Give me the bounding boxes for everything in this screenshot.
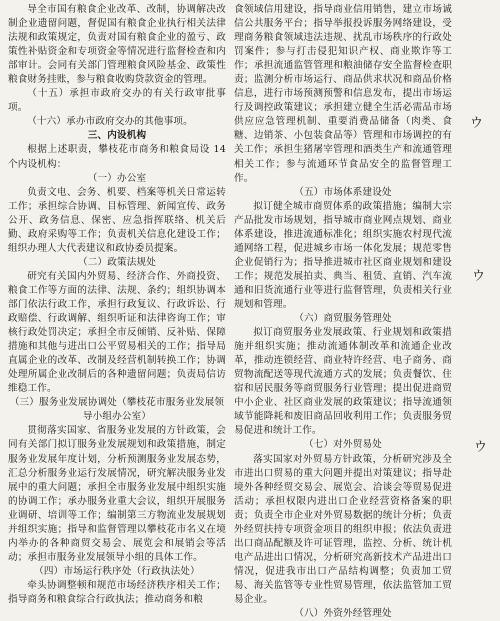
paragraph: 牵头协调整顿和规范市场经济秩序相关工作；指导商务和粮食综合行政执法；推动商务和粮 xyxy=(8,579,226,605)
paragraph: 落实国家对外贸易方针政策，分析研究涉及全市进出口贸易的重大问题并提出对策建议；指导赴境外各种经贸交易会、展览会、洽谈会等贸易促进活动；承担权限内进出口企业经营资格备案的职责；负责全市企业对外贸易数据的统计分析；负责外经贸扶持专项资金项目的组织申报；依法负责进出口商品配额及许可证管理，监控、分析、统计机电产品进出口情况，分析研究高新技术产品进出口情况，促进我市出口产品结构调整；负责加工贸易、海关监管等专业性贸易管理，依法监管加工贸易企业。 xyxy=(234,453,452,605)
subsection-heading: （二）政策法规处 xyxy=(78,256,156,268)
paragraph: 研究有关国内外贸易、经济合作、外商投资、粮食工作等方面的法律、法规、条约；组织协调本部门依法行政工作，承担行政复议、行政诉讼、行政赔偿、行政调解、组织听证和法律咨询工作；审核行政处罚决定；承担全市反倾销、反补贴、保障措施和其他与进出口公平贸易相关的工作；指导局直属企业的改革、改制及经营机制转换工作；协调处理所属企业改制后的各种遗留问题；负责局信访维稳工作。 xyxy=(8,270,226,395)
paragraph: 负责文电、会务、机要、档案等机关日常运转工作；承担综合协调、目标管理、新闻宣传、政务公开、政务信息、保密、应急指挥联络、机关后勤、政府采购等工作；负责机关信息化建设工作；组织办理人大代表建议和政协委员提案。 xyxy=(8,186,226,254)
subsection-heading: （七）对外贸易处 xyxy=(304,439,382,451)
paragraph: （十五）承担市政府交办的有关行政审批事项。 xyxy=(8,88,226,114)
section-heading: 三、内设机构 xyxy=(87,130,147,142)
margin-mark: ウ xyxy=(474,440,488,455)
paragraph: 拟订健全城市商贸体系的政策措施；编制大宗产品批发市场规划，指导城市商业网点规划、商业体系建设，推进流通标准化；组织实施农村现代流通网络工程，促进城乡市场一体化发展；规范零售企业促销行为；指导推进城市社区商业规划和建设工作；规范发展拍卖、典当、租赁、直销、汽车流通和旧货流通行业等进行监督管理，负责相关行业规划和管理。 xyxy=(234,200,452,310)
subsection-heading: （五）市场体系建设处 xyxy=(294,186,392,198)
subsection-heading: （六）商贸服务管理处 xyxy=(294,313,392,325)
paragraph: 食领域信用建设，指导商业信用销售，建立市场诚信公共服务平台；指导举报投诉服务网络建设，受理商务粮食领域违法违规、扰乱市场秩序的行政处罚案件；参与打击侵犯知识产权、商业欺诈等工作；承担流通监管管理和粮油储存安全监督检查职责；监测分析市场运行、商品供求状况和商品价格信息，进行市场预测预警和信息发布，提出市场运行及调控政策建议；承担建立健全生活必需品市场供应应急管理机制、重要消费品储备（肉类、食糖、边销茶、小包装食品等）管理和市场调控的有关工作；承担生猪屠宰管理和酒类生产和流通管理相关工作；参与流通环节食品安全的监督管理工作。 xyxy=(234,4,452,184)
margin-mark: ウ xyxy=(470,116,484,131)
subsection-heading: （八）外资外经管理处 xyxy=(294,608,392,620)
left-column xyxy=(8,3,226,607)
paragraph: 导全市国有粮食企业改革、改制，协调解决改制企业遗留问题，督促国有粮食企业执行相关法律法规和政策规定，负责对国有粮食企业的盈亏、政策性补贴资金和专项资金等情况进行监督检查和内部审计。会同有关部门管理粮食风险基金、政策性粮食财务挂账，参与粮食收购贷款资金的管理。 xyxy=(8,4,226,86)
subsection-heading: （一）办公室 xyxy=(87,172,147,184)
margin-mark: ウ xyxy=(472,269,486,284)
paragraph: 根据上述职责，攀枝花市商务和粮食局设 14 个内设机构： xyxy=(8,144,226,170)
subsection-heading: （三）服务业发展协调处（攀枝花市服务业发展领导小组办公室） xyxy=(9,397,225,423)
subsection-heading: （四）市场运行秩序处（行政执法处） xyxy=(34,565,200,577)
right-column xyxy=(234,3,452,621)
paragraph: 拟订商贸服务业发展政策、行业规划和政策措施并组织实施；推动流通体制改革和流通企业改革，推动连锁经营、商业特许经营、电子商务、商贸物流配送等现代流通方式的发展；负责餐饮、住宿和居民服务等商贸服务行业管理；提出促进商贸中小企业、社区商业发展的政策建议；指导流通领域节能降耗和废旧商品回收利用工作；负责服务贸易促进和统计工作。 xyxy=(234,327,452,437)
paragraph: 贯彻落实国家、省服务业发展的方针政策，会同有关部门拟订服务业发展规划和政策措施，制定服务业发展年度计划，分析预测服务业发展态势，汇总分析服务业运行发展情况，研究解决服务业发展中的重大问题；承担全市服务业发展中组织实施的协调工作；承办服务业重大会议，组织开展服务业调研、培训等工作；编制第三方物流业发展规划并组织实施；指导和监督管理以攀枝花市名义在境内举办的各种商贸交易会、展览会和展销会等活动；承担市服务业发展领导小组的具体工作。 xyxy=(8,425,226,563)
paragraph: （十六）承办市政府交办的其他事项。 xyxy=(27,116,193,128)
